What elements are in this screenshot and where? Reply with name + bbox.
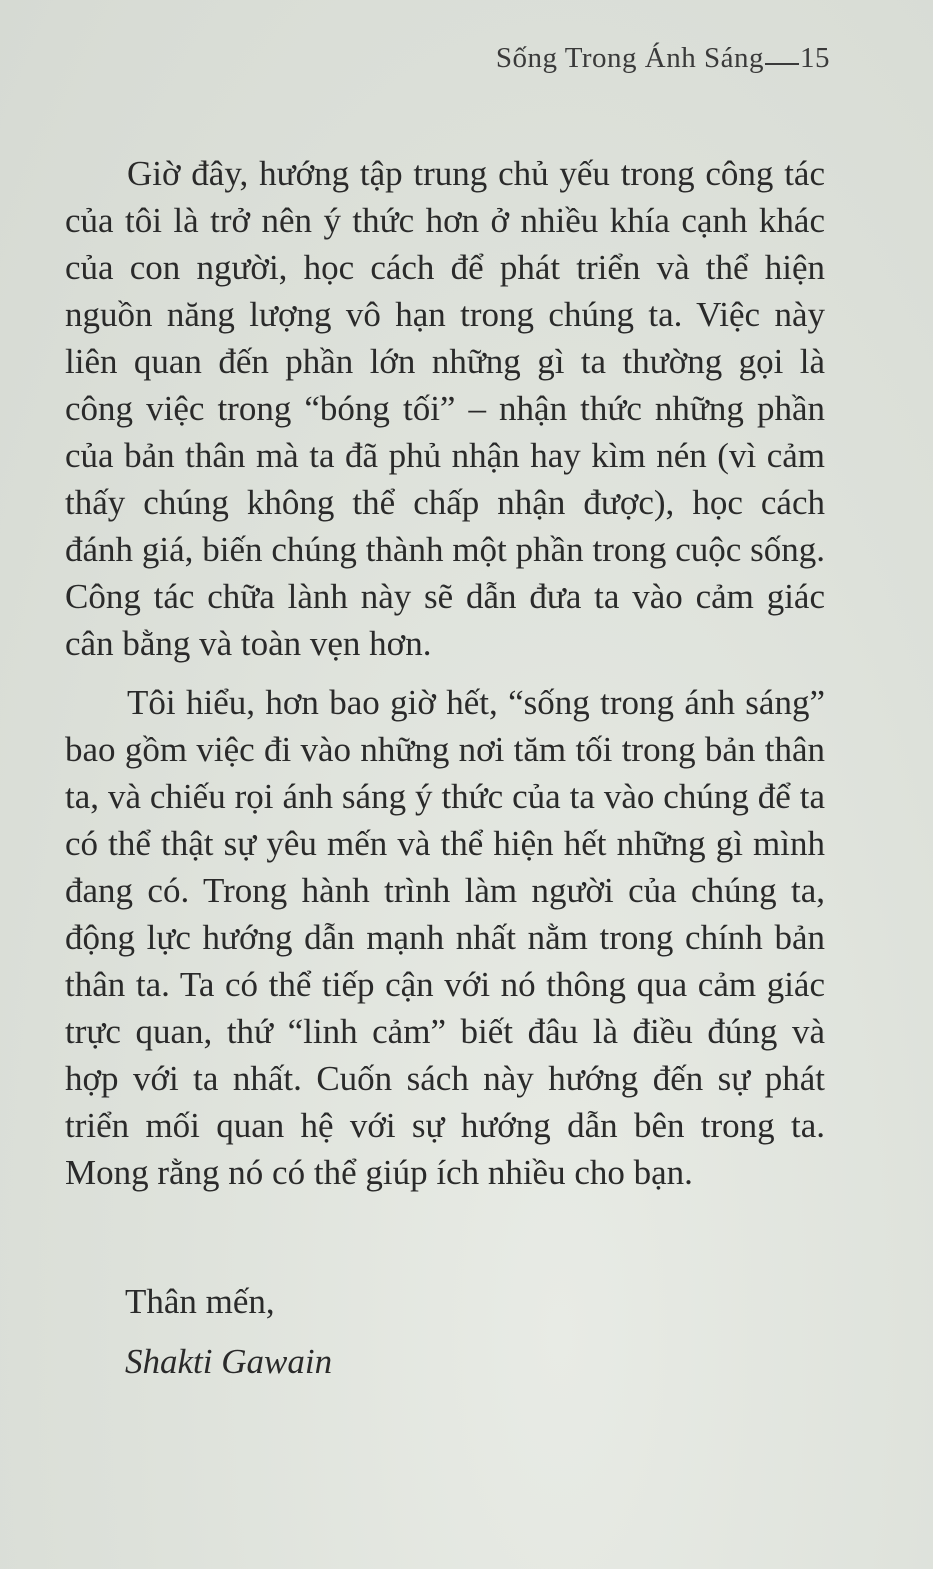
page-number: 15 (800, 42, 830, 74)
closing-block (125, 1272, 332, 1392)
signature: Shakti Gawain (125, 1342, 333, 1381)
body-text (65, 150, 825, 1196)
paragraph: Tôi hiểu, hơn bao giờ hết, “sống trong ánh sáng” bao gồm việc đi vào những nơi tăm tối trong bản thân ta, và chiếu rọi ánh sáng ý thức của ta vào chúng để ta có thể thật sự yêu mến và thể hiện hết những gì mình đang có. Trong hành trình làm người của chúng ta, động lực hướng dẫn mạnh nhất nằm trong chính bản thân ta. Ta có thể tiếp cận với nó thông qua cảm giác trực quan, thứ “linh cảm” biết đâu là điều đúng và hợp với ta nhất. Cuốn sách này hướng đến sự phát triển mối quan hệ với sự hướng dẫn bên trong ta. Mong rằng nó có thể giúp ích nhiều cho bạn. (65, 683, 825, 1192)
book-title: Sống Trong Ánh Sáng (495, 42, 764, 74)
paragraph: Giờ đây, hướng tập trung chủ yếu trong công tác của tôi là trở nên ý thức hơn ở nhiều khía cạnh khác của con người, học cách để phát triển và thể hiện nguồn năng lượng vô hạn trong chúng ta. Việc này liên quan đến phần lớn những gì ta thường gọi là công việc trong “bóng tối” – nhận thức những phần của bản thân mà ta đã phủ nhận hay kìm nén (vì cảm thấy chúng không thể chấp nhận được), học cách đánh giá, biến chúng thành một phần trong cuộc sống. Công tác chữa lành này sẽ dẫn đưa ta vào cảm giác cân bằng và toàn vẹn hơn. (65, 154, 825, 663)
salutation: Thân mến, (125, 1282, 275, 1321)
header-rule (765, 63, 799, 65)
running-header (496, 42, 830, 75)
